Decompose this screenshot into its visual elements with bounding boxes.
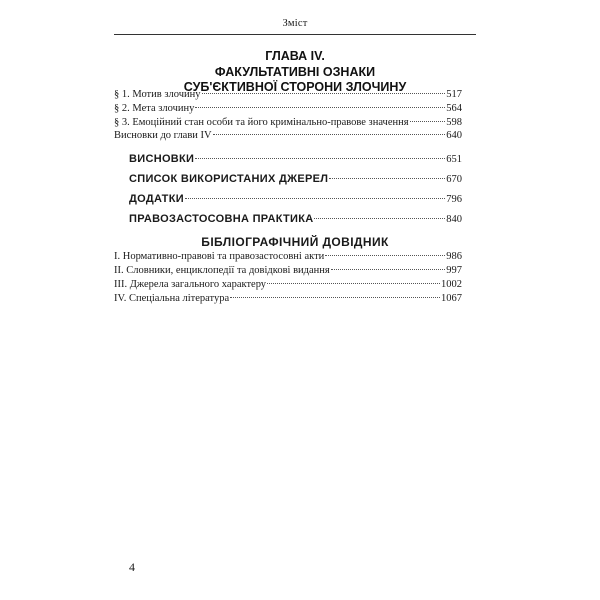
dot-leader: [195, 158, 445, 159]
toc-page-number: 796: [446, 194, 462, 205]
toc-entry-label: Висновки до глави IV: [114, 130, 212, 141]
toc-section-label: ДОДАТКИ: [129, 193, 184, 205]
toc-section-conclusions[interactable]: [129, 153, 462, 165]
dot-leader: [329, 178, 445, 179]
bibliography-heading: БІБЛІОГРАФІЧНИЙ ДОВІДНИК: [201, 235, 389, 249]
dot-leader: [213, 134, 446, 135]
toc-entry-motive[interactable]: [114, 89, 462, 100]
toc-entry-emotional-state[interactable]: [114, 117, 462, 128]
dot-leader: [195, 107, 445, 108]
running-header: Зміст: [282, 18, 308, 29]
toc-biblio-entry[interactable]: [114, 279, 462, 290]
dot-leader: [314, 218, 445, 219]
toc-page-number: 1002: [441, 279, 462, 290]
toc-section-label: ВИСНОВКИ: [129, 153, 195, 165]
toc-page-number: 651: [446, 154, 462, 165]
toc-entry-label: § 3. Емоційний стан особи та його кримінально-правове значення: [114, 117, 409, 128]
header-rule: [114, 34, 476, 35]
toc-entry-chapter-conclusions[interactable]: [114, 130, 462, 141]
toc-entry-label: § 1. Мотив злочину: [114, 89, 201, 100]
chapter-heading-line: СУБ'ЄКТИВНОЇ СТОРОНИ ЗЛОЧИНУ: [183, 80, 407, 94]
toc-section-label: СПИСОК ВИКОРИСТАНИХ ДЖЕРЕЛ: [129, 173, 329, 185]
toc-entry-label: IV. Спеціальна література: [114, 293, 230, 304]
toc-section-references[interactable]: [129, 173, 462, 185]
toc-entry-purpose[interactable]: [114, 103, 462, 114]
dot-leader: [325, 255, 445, 256]
toc-page-number: 517: [446, 89, 462, 100]
dot-leader: [267, 283, 440, 284]
toc-biblio-entry[interactable]: [114, 293, 462, 304]
toc-section-case-law[interactable]: [129, 213, 462, 225]
toc-page-number: 1067: [441, 293, 462, 304]
toc-entry-label: § 2. Мета злочину: [114, 103, 195, 114]
dot-leader: [202, 93, 446, 94]
toc-page-number: 986: [446, 251, 462, 262]
dot-leader: [230, 297, 440, 298]
chapter-heading-line: ГЛАВА IV.: [265, 49, 325, 63]
toc-biblio-entry[interactable]: [114, 251, 462, 262]
chapter-heading-line: ФАКУЛЬТАТИВНІ ОЗНАКИ: [214, 64, 376, 79]
dot-leader: [185, 198, 445, 199]
toc-page-number: 670: [446, 174, 462, 185]
toc-page-number: 564: [446, 103, 462, 114]
toc-section-appendices[interactable]: [129, 193, 462, 205]
toc-page-number: 640: [446, 130, 462, 141]
page-number: 4: [129, 560, 135, 574]
toc-biblio-entry[interactable]: [114, 265, 462, 276]
dot-leader: [410, 121, 446, 122]
toc-entry-label: III. Джерела загального характеру: [114, 279, 267, 290]
toc-page-number: 598: [446, 117, 462, 128]
toc-page-number: 840: [446, 214, 462, 225]
toc-page-number: 997: [446, 265, 462, 276]
toc-section-label: ПРАВОЗАСТОСОВНА ПРАКТИКА: [129, 213, 314, 225]
dot-leader: [331, 269, 446, 270]
toc-entry-label: I. Нормативно-правові та правозастосовні акти: [114, 251, 325, 262]
toc-entry-label: II. Словники, енциклопедії та довідкові видання: [114, 265, 330, 276]
